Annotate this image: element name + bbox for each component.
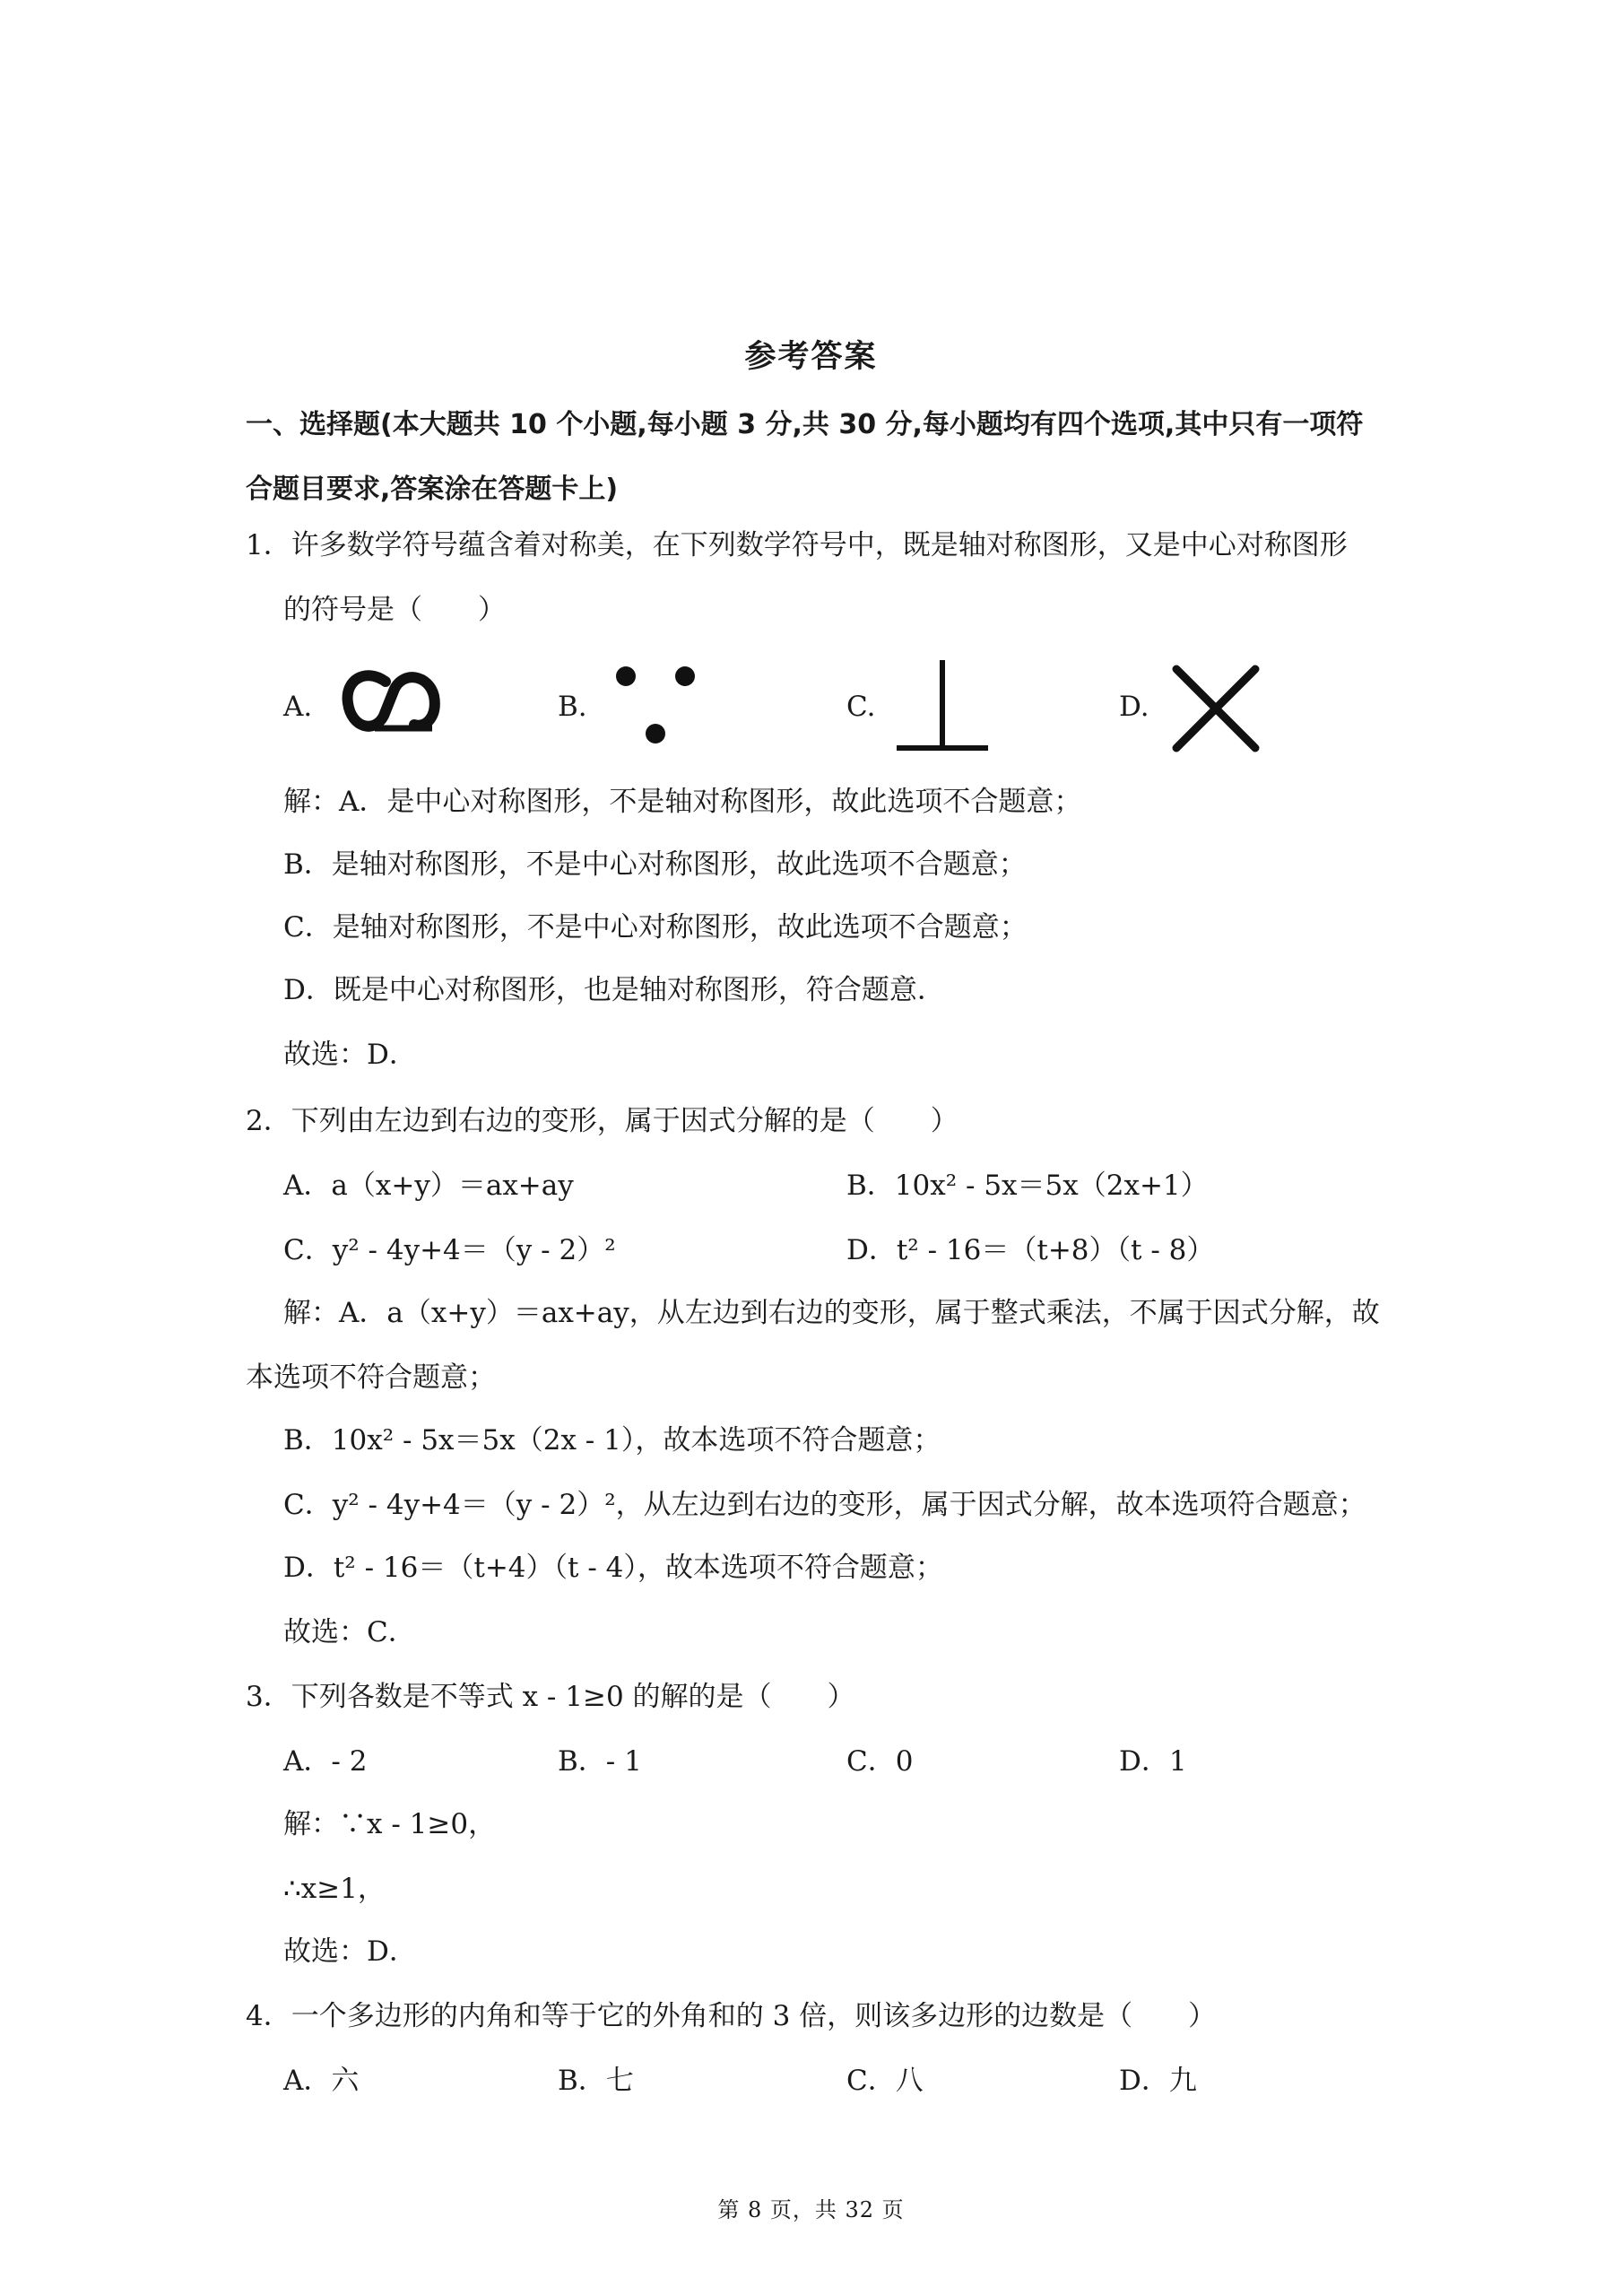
q1-option-b-label: B. xyxy=(558,691,587,723)
q1-solution-2: B．是轴对称图形，不是中心对称图形，故此选项不合题意； xyxy=(283,848,1027,881)
page-footer: 第 8 页，共 32 页 xyxy=(717,2197,905,2222)
q2-solution-3: B．10x² - 5x＝5x（2x - 1），故本选项不符合题意； xyxy=(283,1424,941,1457)
q1-option-a-label: A. xyxy=(283,691,313,723)
q2-solution-2: 本选项不符合题意； xyxy=(246,1361,496,1394)
q4-option-b: B．七 xyxy=(558,2065,634,2097)
q1-option-a-symbol xyxy=(339,669,443,739)
q2-solution-5: D．t² - 16＝（t+4）（t - 4），故本选项不符合题意； xyxy=(283,1552,943,1584)
q2-option-d: D．t² - 16＝（t+8）（t - 8） xyxy=(846,1234,1215,1266)
q2-option-c: C．y² - 4y+4＝（y - 2）² xyxy=(283,1234,616,1266)
q1-solution-4: D．既是中心对称图形，也是轴对称图形，符合题意． xyxy=(283,974,945,1006)
q3-option-d: D．1 xyxy=(1119,1745,1187,1778)
q1-option-d-symbol xyxy=(1171,664,1261,757)
q2-solution-4: C．y² - 4y+4＝（y - 2）²，从左边到右边的变形，属于因式分解，故本选项符合题意； xyxy=(283,1489,1366,1521)
q1-stem-line1: 1．许多数学符号蕴含着对称美，在下列数学符号中，既是轴对称图形，又是中心对称图形 xyxy=(246,529,1348,561)
q1-option-b-symbol xyxy=(608,664,707,750)
q2-option-b: B．10x² - 5x＝5x（2x+1） xyxy=(846,1170,1209,1202)
q1-option-d-label: D. xyxy=(1119,691,1149,723)
q1-stem-line2: 的符号是（ ） xyxy=(283,594,506,626)
q3-option-c: C．0 xyxy=(846,1745,914,1778)
q1-option-c-symbol xyxy=(895,658,990,761)
q1-solution-5: 故选：D． xyxy=(283,1039,417,1071)
q2-solution-1: 解：A．a（x+y）＝ax+ay，从左边到右边的变形，属于整式乘法，不属于因式分解，故 xyxy=(283,1297,1380,1329)
section-heading: 一、选择题(本大题共 10 个小题,每小题 3 分,共 30 分,每小题均有四个选项,其中只有一项符合题目要求,答案涂在答题卡上) xyxy=(246,409,1364,505)
q2-solution-6: 故选：C． xyxy=(283,1616,416,1648)
q2-stem: 2．下列由左边到右边的变形，属于因式分解的是（ ） xyxy=(246,1105,958,1137)
q2-option-a: A．a（x+y）＝ax+ay xyxy=(283,1170,574,1202)
q3-solution-2: ∴x≥1， xyxy=(283,1873,386,1905)
q4-option-d: D．九 xyxy=(1119,2065,1197,2097)
q3-solution-3: 故选：D． xyxy=(283,1935,417,1968)
q1-solution-3: C．是轴对称图形，不是中心对称图形，故此选项不合题意； xyxy=(283,911,1028,944)
q3-option-b: B．- 1 xyxy=(558,1745,642,1778)
q1-option-c-label: C. xyxy=(846,691,876,723)
q3-stem: 3．下列各数是不等式 x - 1≥0 的解的是（ ） xyxy=(246,1681,855,1713)
q4-stem: 4．一个多边形的内角和等于它的外角和的 3 倍，则该多边形的边数是（ ） xyxy=(246,2000,1217,2032)
q4-option-c: C．八 xyxy=(846,2065,924,2097)
q3-solution-1: 解：∵x - 1≥0， xyxy=(283,1808,497,1840)
q3-option-a: A．- 2 xyxy=(283,1745,368,1778)
page-title: 参考答案 xyxy=(744,339,878,375)
q4-option-a: A．六 xyxy=(283,2065,360,2097)
q1-solution-1: 解：A．是中心对称图形，不是轴对称图形，故此选项不合题意； xyxy=(283,786,1082,818)
